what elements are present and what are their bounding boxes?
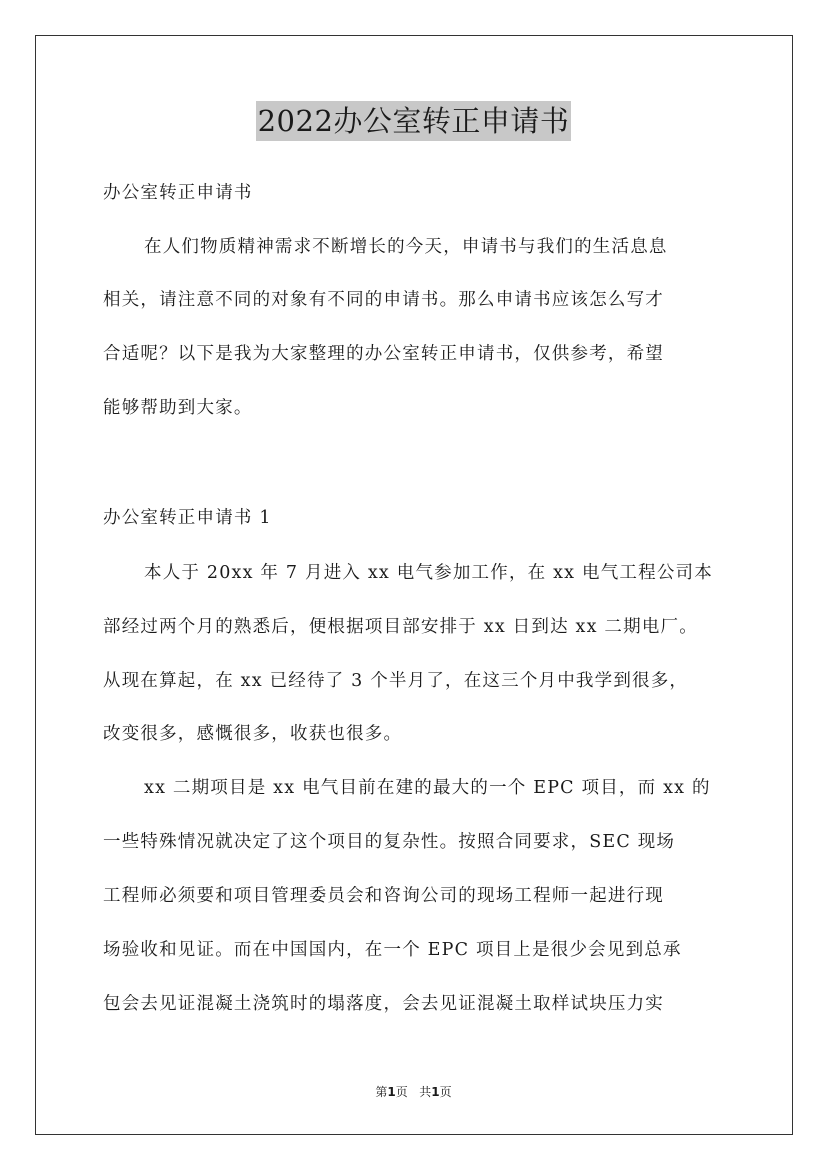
total-suffix: 页	[439, 1085, 452, 1099]
title-container	[0, 101, 827, 141]
para1-line-2: 部经过两个月的熟悉后，便根据项目部安排于 xx 日到达 xx 二期电厂。	[103, 617, 698, 637]
document-title: 2022办公室转正申请书	[256, 101, 572, 141]
page-prefix: 第	[375, 1085, 388, 1099]
para1-line-1: 本人于 20xx 年 7 月进入 xx 电气参加工作，在 xx 电气工程公司本	[144, 563, 713, 583]
intro-line-1: 在人们物质精神需求不断增长的今天，申请书与我们的生活息息	[144, 237, 668, 257]
total-pages: 1	[431, 1085, 440, 1099]
para1-line-3: 从现在算起，在 xx 已经待了 3 个半月了，在这三个月中我学到很多，	[103, 671, 689, 691]
section-heading: 办公室转正申请书 1	[103, 508, 272, 528]
intro-line-2: 相关，请注意不同的对象有不同的申请书。那么申请书应该怎么写才	[103, 290, 664, 310]
page-suffix: 页	[395, 1085, 408, 1099]
page-number: 1	[387, 1085, 396, 1099]
document-subtitle: 办公室转正申请书	[103, 183, 253, 203]
para2-line-1: xx 二期项目是 xx 电气目前在建的最大的一个 EPC 项目，而 xx 的	[144, 778, 711, 798]
para2-line-5: 包会去见证混凝土浇筑时的塌落度，会去见证混凝土取样试块压力实	[103, 994, 664, 1014]
para1-line-4: 改变很多，感慨很多，收获也很多。	[103, 724, 403, 744]
para2-line-3: 工程师必须要和项目管理委员会和咨询公司的现场工程师一起进行现	[103, 886, 664, 906]
intro-line-4: 能够帮助到大家。	[103, 398, 253, 418]
page-footer	[0, 1084, 827, 1100]
para2-line-2: 一些特殊情况就决定了这个项目的复杂性。按照合同要求，SEC 现场	[103, 832, 676, 852]
para2-line-4: 场验收和见证。而在中国国内，在一个 EPC 项目上是很少会见到总承	[103, 940, 682, 960]
intro-line-3: 合适呢？以下是我为大家整理的办公室转正申请书，仅供参考，希望	[103, 344, 664, 364]
total-prefix: 共	[419, 1085, 432, 1099]
